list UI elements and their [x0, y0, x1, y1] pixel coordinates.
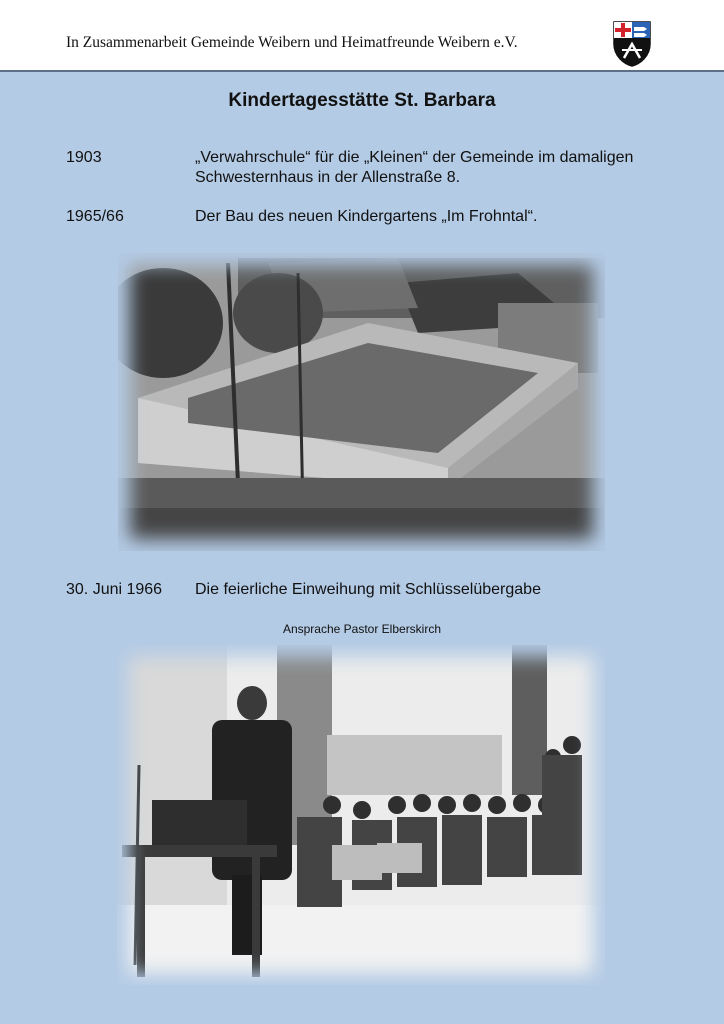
page-header [0, 0, 724, 72]
timeline-description: „Verwahrschule“ für die „Kleinen“ der Gemeinde im damaligen Schwesternhaus in der Allenstraße 8. [195, 149, 634, 186]
page-title: Kindertagesstätte St. Barbara [228, 90, 496, 111]
photo-caption: Ansprache Pastor Elberskirch [282, 622, 442, 636]
coat-of-arms-icon [612, 20, 652, 67]
construction-photo [118, 253, 605, 551]
timeline-date: 1903 [66, 149, 102, 166]
timeline-description: Die feierliche Einweihung mit Schlüsselübergabe [195, 581, 541, 598]
ceremony-photo [117, 645, 605, 985]
timeline-date: 1965/66 [66, 208, 124, 225]
header-text: In Zusammenarbeit Gemeinde Weibern und Heimatfreunde Weibern e.V. [66, 34, 518, 51]
timeline-date: 30. Juni 1966 [66, 581, 163, 598]
timeline-description: Der Bau des neuen Kindergartens „Im Frohntal“. [195, 208, 538, 225]
